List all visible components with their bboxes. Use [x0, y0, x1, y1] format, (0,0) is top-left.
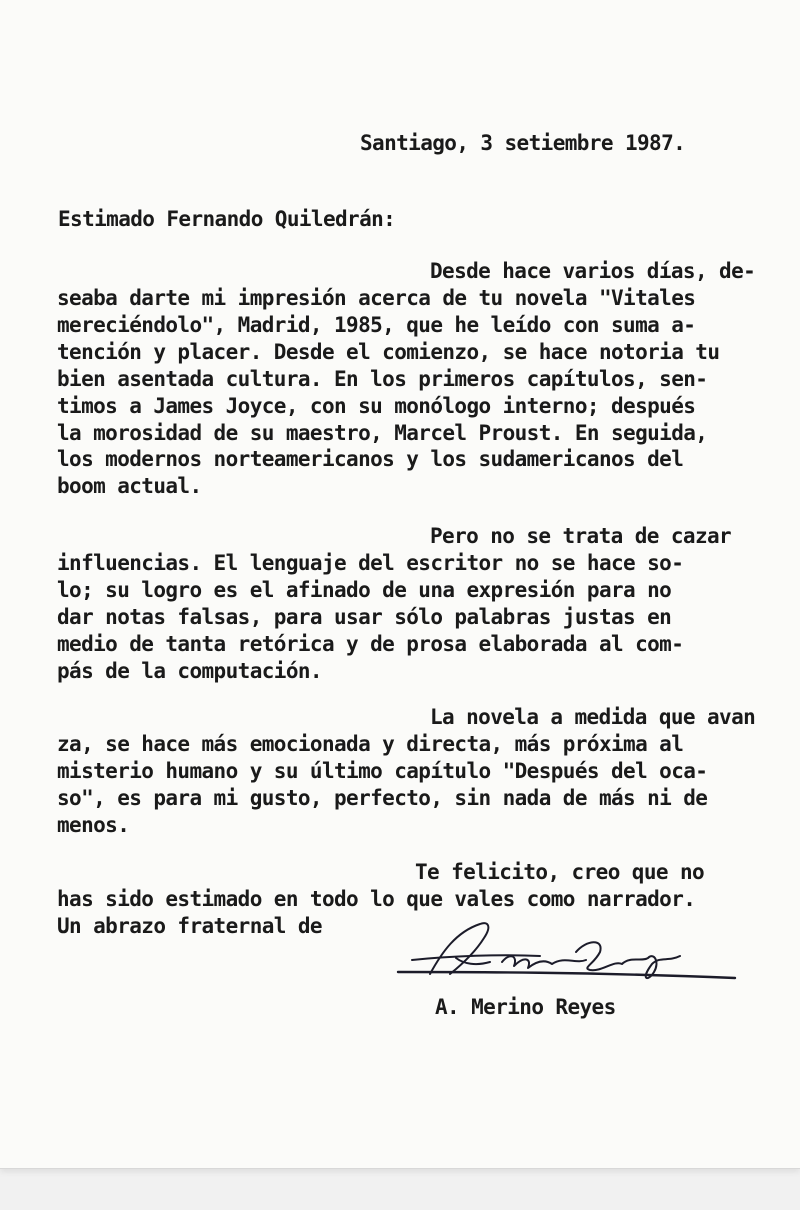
handwritten-signature: [390, 912, 750, 992]
text-line: dar notas falsas, para usar sólo palabras justas en: [57, 605, 672, 629]
text-line: pás de la computación.: [57, 659, 322, 683]
text-line: Te felicito, creo que no: [415, 860, 705, 884]
text-line: los modernos norteamericanos y los sudamericanos del: [57, 447, 684, 471]
text-line: mereciéndolo", Madrid, 1985, que he leído con suma a-: [57, 313, 696, 337]
text-line: influencias. El lenguaje del escritor no se hace so-: [57, 551, 684, 575]
text-line: Pero no se trata de cazar: [430, 524, 732, 548]
text-line: tención y placer. Desde el comienzo, se hace notoria tu: [57, 340, 720, 364]
text-line: has sido estimado en todo lo que vales como narrador.: [57, 887, 696, 911]
text-line: timos a James Joyce, con su monólogo interno; después: [57, 394, 696, 418]
text-line: la morosidad de su maestro, Marcel Proust. En seguida,: [57, 421, 708, 445]
salutation: Estimado Fernando Quiledrán:: [58, 207, 396, 231]
text-line: bien asentada cultura. En los primeros capítulos, sen-: [57, 367, 708, 391]
text-line: seaba darte mi impresión acerca de tu novela "Vitales: [57, 286, 696, 310]
text-line: boom actual.: [57, 474, 202, 498]
text-line: La novela a medida que avan: [430, 705, 756, 729]
closing-line: Un abrazo fraternal de: [57, 914, 322, 938]
text-line: so", es para mi gusto, perfecto, sin nada de más ni de: [57, 786, 708, 810]
text-line: menos.: [57, 813, 130, 837]
text-line: lo; su logro es el afinado de una expresión para no: [57, 578, 672, 602]
signature-name: A. Merino Reyes: [435, 995, 616, 1019]
date-line: Santiago, 3 setiembre 1987.: [360, 131, 686, 155]
text-line: Desde hace varios días, de-: [430, 259, 756, 283]
text-line: medio de tanta retórica y de prosa elaborada al com-: [57, 632, 684, 656]
text-line: misterio humano y su último capítulo "Después del oca-: [57, 759, 708, 783]
text-line: za, se hace más emocionada y directa, más próxima al: [57, 732, 684, 756]
